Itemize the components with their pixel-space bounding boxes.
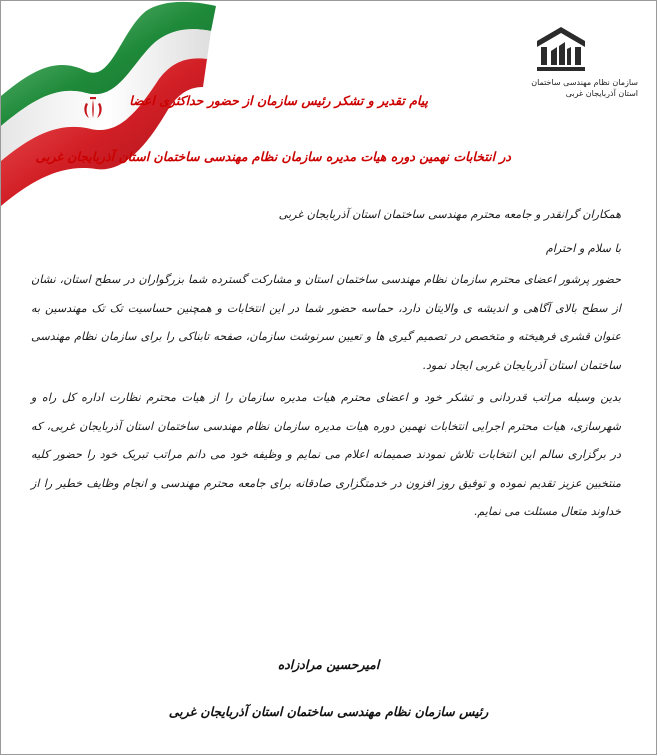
letter-salutation: با سلام و احترام: [545, 242, 621, 255]
logo-text-line2: استان آذربایجان غربی: [565, 89, 638, 98]
logo-text-line1: سازمان نظام مهندسی ساختمان: [531, 78, 638, 87]
organization-logo: [527, 19, 642, 114]
letter-paragraph-1: حضور پرشور اعضای محترم سازمان نظام مهندسی ساختمان استان و مشارکت گسترده شما بزرگواران در سطح استان، نشان از سطح بالای آگاهی و اندیشه ی والایتان دارد، حماسه حضور شما در این انتخابات و همچنین حساسیت تک تک مهندسین به عنوان قشری فرهیخته و متخصص در تصمیم گیری ها و تعیین سرنوشت سازمان، صفحه تابناکی را برای سازمان نظام مهندسی ساختمان استان آذربایجان غربی ایجاد نمود.: [31, 273, 621, 372]
signer-name: امیرحسین مرادزاده: [277, 657, 380, 672]
letter-paragraph-2: بدین وسیله مراتب قدردانی و تشکر خود و اعضای محترم هیات مدیره سازمان را از هیات محترم نظارت اداره کل راه و شهرسازی، هیات محترم اجرایی انتخابات نهمین دوره هیات مدیره سازمان نظام مهندسی ساختمان استان آذربایجان غربی، که در برگزاری سالم این انتخابات تلاش نمودند صمیمانه اعلام می نمایم و وظیفه خود می دانم مراتب تبریک خود را حضور کلیه منتخبین عزیز تقدیم نموده و توفیق روز افزون در خدمتگزاری صادقانه برای جامعه محترم مهندسی و انجام وظایف خطیر را از خداوند متعال مسئلت می نمایم.: [31, 391, 621, 518]
signer-title: رئیس سازمان نظام مهندسی ساختمان استان آذربایجان غربی: [168, 704, 489, 719]
letter-greeting: همکاران گرانقدر و جامعه محترم مهندسی ساختمان استان آذربایجان غربی: [278, 208, 621, 221]
letter-body: [31, 204, 621, 527]
headline-subtitle: در انتخابات نهمین دوره هیات مدیره سازمان نظام مهندسی ساختمان استان آذربایجان غربی: [35, 149, 511, 164]
headline-title: پیام تقدیر و تشکر رئیس سازمان از حضور حداکثری اعضا: [129, 93, 428, 108]
building-engineering-logo-icon: [533, 21, 589, 77]
iran-flag-icon: [1, 1, 261, 216]
